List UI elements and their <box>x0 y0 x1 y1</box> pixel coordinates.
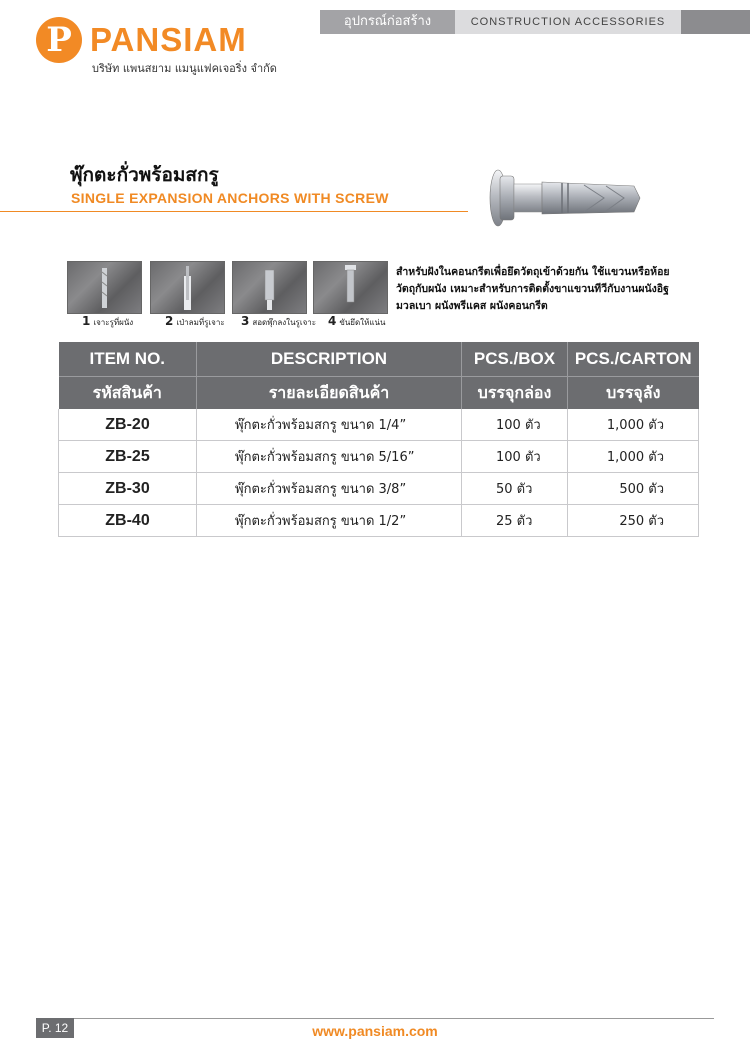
table-row <box>59 409 699 441</box>
step-3-label: 3 สอดพุ๊กลงในรูเจาะ <box>241 314 317 328</box>
anchor-product-image <box>484 162 644 234</box>
col-header-pcs-box: PCS./BOX <box>462 342 568 377</box>
item-pcs-carton: 500 ตัว <box>568 473 699 505</box>
step-2-image <box>150 261 225 314</box>
step-1-image <box>67 261 142 314</box>
footer-divider <box>36 1018 714 1019</box>
step-1-label: 1 เจาะรูที่ผนัง <box>82 314 134 328</box>
col-header-item-no-thai: รหัสสินค้า <box>59 377 197 410</box>
item-code: ZB-30 <box>59 473 197 505</box>
company-name: บริษัท แพนสยาม แมนูแฟคเจอริ่ง จำกัด <box>92 62 277 75</box>
item-code: ZB-25 <box>59 441 197 473</box>
product-table <box>58 342 699 537</box>
item-pcs-box: 50 ตัว <box>462 473 568 505</box>
category-bar-end <box>681 10 750 34</box>
col-header-item-no: ITEM NO. <box>59 342 197 377</box>
page-number: P. 12 <box>36 1018 74 1038</box>
website-link[interactable]: www.pansiam.com <box>312 1023 438 1039</box>
item-pcs-carton: 250 ตัว <box>568 505 699 537</box>
item-code: ZB-20 <box>59 409 197 441</box>
item-pcs-box: 100 ตัว <box>462 409 568 441</box>
product-title-english: SINGLE EXPANSION ANCHORS WITH SCREW <box>71 190 389 206</box>
step-4-image <box>313 261 388 314</box>
table-row <box>59 505 699 537</box>
item-pcs-box: 25 ตัว <box>462 505 568 537</box>
item-description: พุ๊กตะกั่วพร้อมสกรู ขนาด 1/4” <box>197 409 462 441</box>
category-english: CONSTRUCTION ACCESSORIES <box>455 10 681 34</box>
logo-letter: P <box>46 20 72 60</box>
item-description: พุ๊กตะกั่วพร้อมสกรู ขนาด 1/2” <box>197 505 462 537</box>
col-header-description: DESCRIPTION <box>197 342 462 377</box>
item-pcs-carton: 1,000 ตัว <box>568 441 699 473</box>
col-header-pcs-box-thai: บรรจุกล่อง <box>462 377 568 410</box>
step-2-label: 2 เป่าลมที่รูเจาะ <box>165 314 225 328</box>
product-description: สำหรับฝังในคอนกรีตเพื่อยึดวัตถุเข้าด้วยกัน ใช้แขวนหรือห้อยวัตถุกับผนัง เหมาะสำหรับการติดตั้งขาแขวนทีวีกับงานผนังอิฐมวลเบา ผนังพรีแคส ผนังคอนกรีต <box>396 266 670 312</box>
col-header-pcs-carton-thai: บรรจุลัง <box>568 377 699 410</box>
table-row <box>59 441 699 473</box>
table-row <box>59 473 699 505</box>
step-4-label: 4 ขันยึดให้แน่น <box>328 314 386 328</box>
item-pcs-box: 100 ตัว <box>462 441 568 473</box>
title-divider <box>0 211 468 212</box>
brand-name: PANSIAM <box>90 21 247 58</box>
col-header-description-thai: รายละเอียดสินค้า <box>197 377 462 410</box>
item-pcs-carton: 1,000 ตัว <box>568 409 699 441</box>
category-thai: อุปกรณ์ก่อสร้าง <box>320 10 455 34</box>
item-description: พุ๊กตะกั่วพร้อมสกรู ขนาด 5/16” <box>197 441 462 473</box>
table-header-row-thai <box>59 377 699 410</box>
table-header-row <box>59 342 699 377</box>
col-header-pcs-carton: PCS./CARTON <box>568 342 699 377</box>
item-description: พุ๊กตะกั่วพร้อมสกรู ขนาด 3/8” <box>197 473 462 505</box>
item-code: ZB-40 <box>59 505 197 537</box>
product-title-thai: พุ๊กตะกั่วพร้อมสกรู <box>70 164 219 186</box>
step-3-image <box>232 261 307 314</box>
